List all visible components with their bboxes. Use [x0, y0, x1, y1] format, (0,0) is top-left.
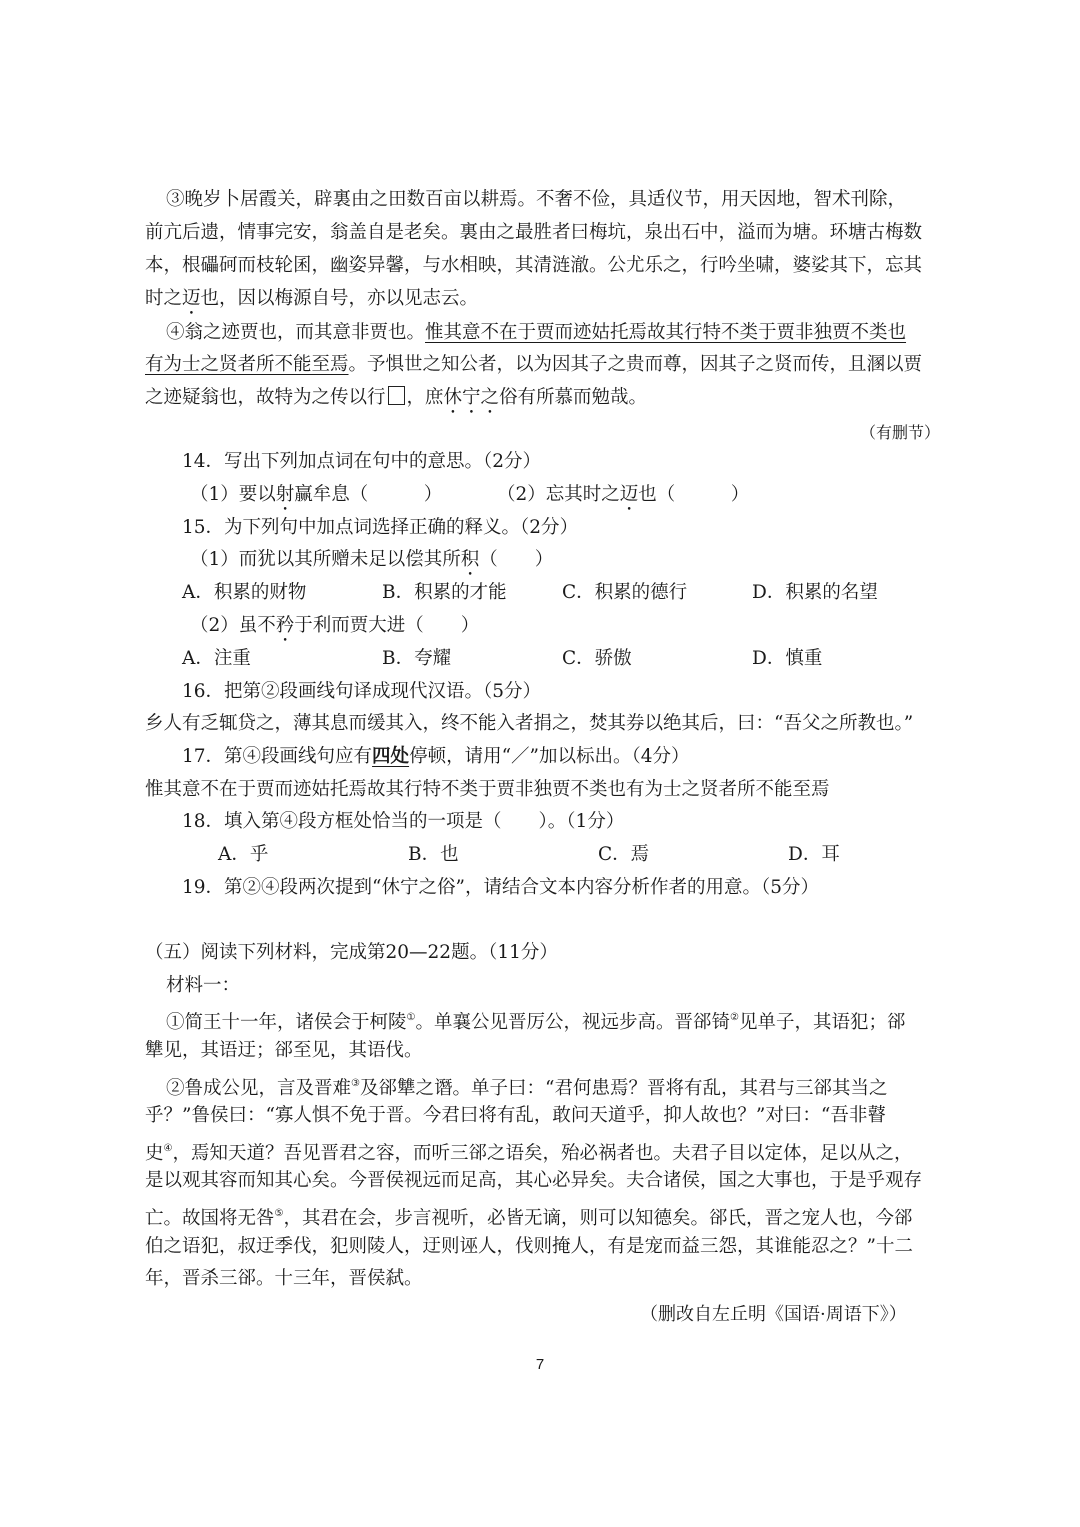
para3-line2: 前亢后遗，情事完安，翁盖自是老矣。裏由之最胜者曰梅坑，泉出石中，溢而为塘。环塘古梅数: [145, 222, 923, 243]
q18-stem: 18．填入第④段方框处恰当的一项是（ ）。（1分）: [182, 811, 625, 832]
option: D．耳: [788, 844, 840, 865]
material1-para2-line3: 史④，焉知天道？吾见晋君之容，而听三郤之语矣，殆必祸者也。夫君子目以定体，足以从之，: [145, 1143, 913, 1164]
q14-stem: 14．写出下列加点词在句中的意思。（2分）: [182, 451, 542, 472]
source-citation: （删改自左丘明《国语·周语下》）: [640, 1304, 907, 1325]
material1-para1-line1: ①简王十一年，诸侯会于柯陵①。单襄公见晋厉公，视远步高。晋郤锜②见单子，其语犯；郤: [166, 1012, 906, 1033]
material1-para2-line1: ②鲁成公见，言及晋难③及郤犨之谮。单子曰：“君何患焉？晋将有乱，其君与三郤其当之: [166, 1078, 888, 1099]
option: B．夸耀: [382, 648, 452, 669]
underlined-sentence: 惟其意不在于贾而迹姑托焉故其行特不类于贾非独贾不类也: [425, 322, 907, 343]
para3-line3: 本，根礧砢而枝轮囷，幽姿异馨，与水相映，其清涟澈。公尤乐之，行吟坐啸，婆娑其下，忘其: [145, 255, 923, 276]
q14-sub2: （2）忘其时之迈也（ ）: [497, 484, 750, 505]
q16-stem: 16．把第②段画线句译成现代汉语。（5分）: [182, 681, 542, 702]
option: B．积累的才能: [382, 582, 507, 603]
option: C．骄傲: [562, 648, 632, 669]
para4-line3: 之迹疑翁也，故特为之传以行 ，庶休宁之俗有所慕而勉哉。: [145, 387, 648, 408]
q17-text: 惟其意不在于贾而迹姑托焉故其行特不类于贾非独贾不类也有为士之贤者所不能至焉: [145, 779, 830, 800]
material1-para2-line4: 是以观其容而知其心矣。今晋侯视远而足高，其心必异矣。夫合诸侯，国之大事也，于是乎观存: [145, 1170, 923, 1191]
dotted-word: 迈: [619, 484, 639, 505]
q14-sub1: （1）要以射赢牟息（ ）: [190, 484, 443, 505]
material1-label: 材料一：: [166, 975, 241, 996]
material1-para2-line5: 亡。故国将无咎⑤，其君在会，步言视听，必皆无谪，则可以知德矣。郤氏，晋之宠人也，今郤: [145, 1208, 913, 1229]
dotted-word: 迈: [182, 288, 201, 309]
source-note: （有删节）: [860, 423, 941, 442]
material1-para1-line2: 犨见，其语迂；郤至见，其语伐。: [145, 1040, 423, 1061]
option: C．焉: [598, 844, 650, 865]
page-number: 7: [535, 1356, 545, 1373]
footnote-mark: ④: [163, 1143, 173, 1154]
para3-line1: ③晚岁卜居霞关，辟裏由之田数百亩以耕焉。不奢不俭，具适仪节，用天因地，智术刊除，: [166, 189, 907, 210]
q15-sub1: （1）而犹以其所赠未足以偿其所积（ ）: [190, 549, 554, 570]
section5-heading: （五）阅读下列材料，完成第20—22题。（11分）: [145, 942, 558, 963]
footnote-mark: ⑤: [274, 1208, 284, 1219]
dotted-word: 休宁之: [443, 387, 500, 408]
para3-line4: 时之迈也，因以梅源自号，亦以见志云。: [145, 288, 479, 309]
dotted-word: 矜: [275, 615, 295, 636]
para4-line2: 有为士之贤者所不能至焉。予惧世之知公者，以为因其子之贵而尊，因其子之贤而传，且溷以贾: [145, 354, 923, 375]
footnote-mark: ①: [406, 1012, 416, 1023]
q19-stem: 19．第②④段两次提到“休宁之俗”，请结合文本内容分析作者的用意。（5分）: [182, 877, 819, 898]
material1-para2-line2: 乎？”鲁侯曰：“寡人惧不免于晋。今君曰将有乱，敢问天道乎，抑人故也？”对曰：“吾非瞽: [145, 1105, 886, 1126]
emphasis: 四处: [372, 746, 410, 767]
option: B．也: [408, 844, 459, 865]
blank-box: [388, 386, 405, 405]
q17-stem: 17．第④段画线句应有四处停顿，请用“／”加以标出。（4分）: [182, 746, 690, 767]
q16-text: 乡人有乏辄贷之，薄其息而缓其入，终不能入者捐之，焚其券以绝其后，曰：“吾父之所教也。”: [145, 713, 914, 734]
material1-para2-line6: 伯之语犯，叔迂季伐，犯则陵人，迂则诬人，伐则掩人，有是宠而益三怨，其谁能忍之？”十二: [145, 1236, 913, 1257]
option: A．注重: [182, 648, 251, 669]
underlined-sentence-end: 有为士之贤者所不能至焉: [145, 354, 349, 375]
footnote-mark: ③: [351, 1078, 360, 1089]
dotted-word: 射: [275, 484, 295, 505]
material1-para2-line7: 年，晋杀三郤。十三年，晋侯弑。: [145, 1268, 423, 1289]
q15-stem: 15．为下列句中加点词选择正确的释义。（2分）: [182, 517, 579, 538]
option: D．慎重: [752, 648, 823, 669]
dotted-word: 积: [460, 549, 480, 570]
footnote-mark: ②: [730, 1012, 739, 1023]
option: A．积累的财物: [182, 582, 307, 603]
para4-line1: ④翁之迹贾也，而其意非贾也。惟其意不在于贾而迹姑托焉故其行特不类于贾非独贾不类也: [166, 322, 907, 343]
option: A．乎: [218, 844, 269, 865]
option: D．积累的名望: [752, 582, 878, 603]
option: C．积累的德行: [562, 582, 688, 603]
q15-sub2: （2）虽不矜于利而贾大进（ ）: [190, 615, 480, 636]
